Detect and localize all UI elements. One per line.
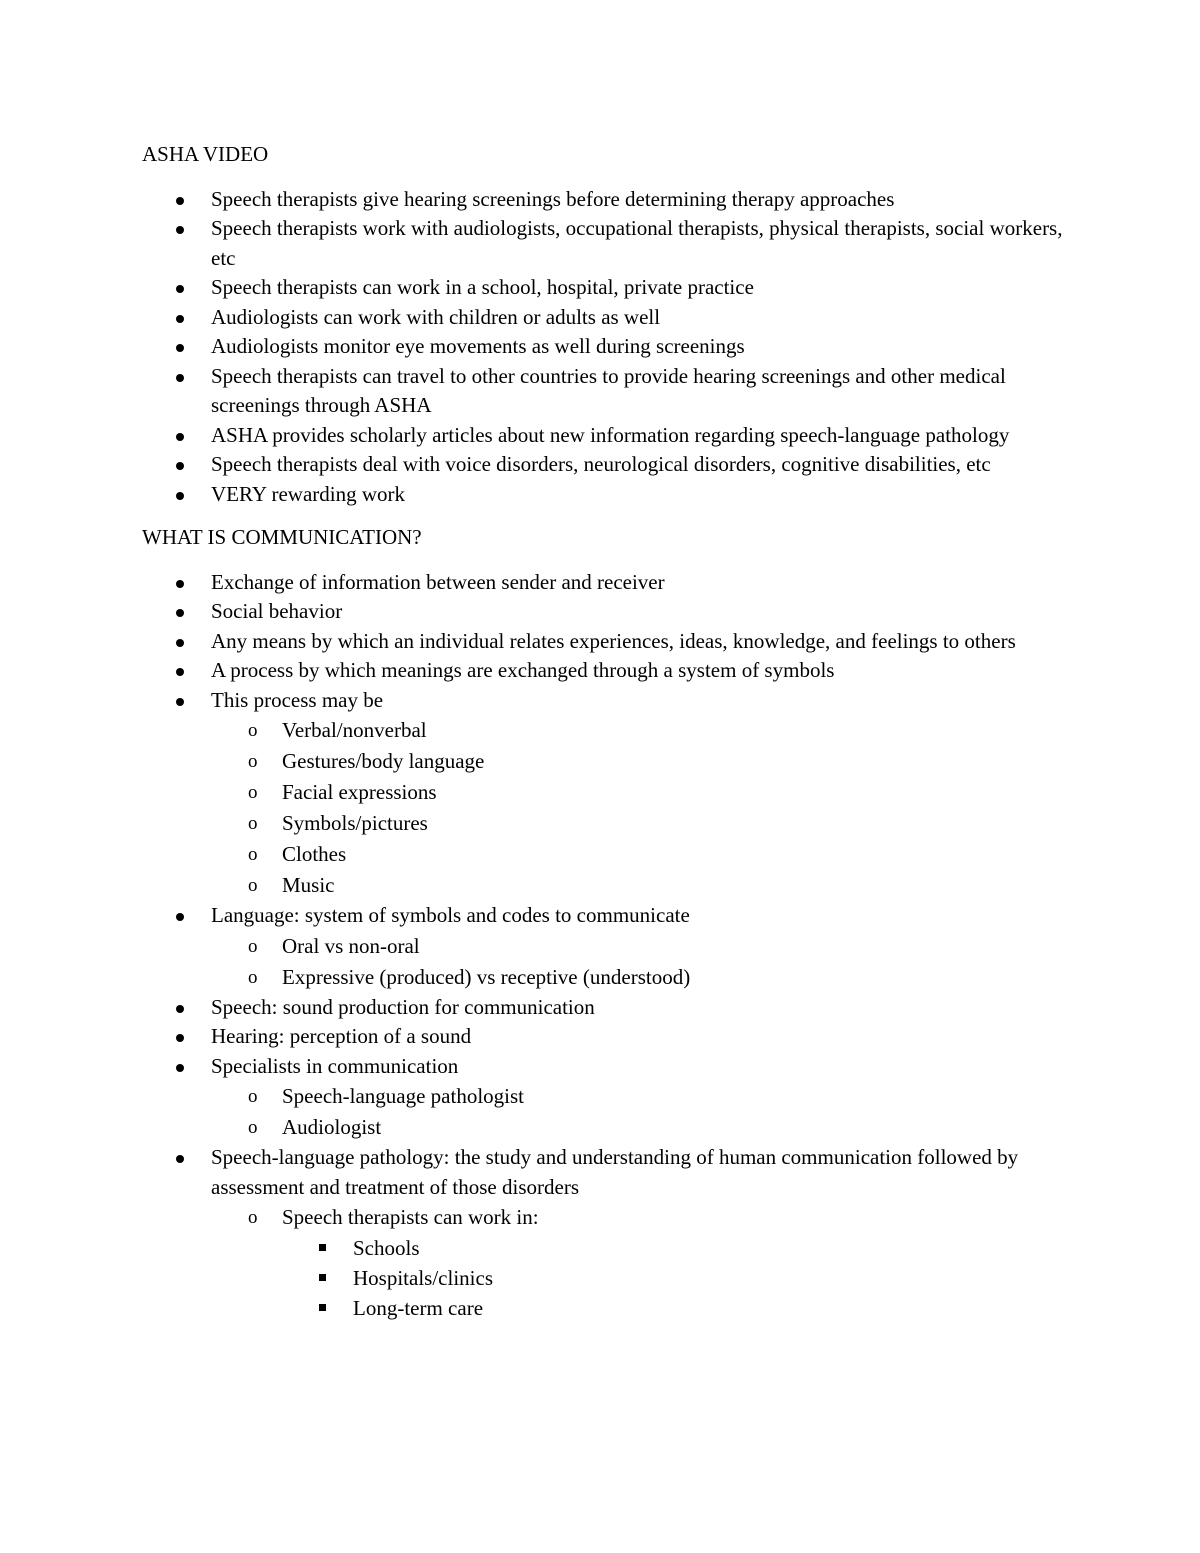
sublist-item: Schools [282,1233,1082,1263]
circle-bullet-icon: o [248,782,258,803]
workplaces-sublist [211,1233,1082,1323]
sublist-item: o Expressive (produced) vs receptive (understood) [211,962,1082,993]
list-item: Audiologists monitor eye movements as well during screenings [142,332,1082,362]
circle-bullet-icon: o [248,1086,258,1107]
circle-bullet-icon: o [248,875,258,896]
specialists-sublist [142,1081,1082,1143]
document-body [142,140,1082,1323]
list-item: ASHA provides scholarly articles about new information regarding speech-language pathology [142,421,1082,451]
circle-bullet-icon: o [248,813,258,834]
bullet-icon [176,1155,184,1163]
list-item: Language: system of symbols and codes to communicate o Oral vs non-oral o Expressive (produced) vs receptive (understood) [142,901,1082,993]
bullet-icon [176,462,184,470]
square-bullet-icon [319,1274,326,1281]
list-item: This process may be o Verbal/nonverbal o Gestures/body language o Facial expressions o Symbols/pictures o Clothes o Music [142,686,1082,902]
sublist-item: o Audiologist [211,1112,1082,1143]
circle-bullet-icon: o [248,935,258,957]
language-sublist [142,931,1082,993]
sublist-item: Hospitals/clinics [282,1263,1082,1293]
process-sublist [142,715,1082,901]
circle-bullet-icon: o [248,751,258,772]
sublist-item: o Gestures/body language [211,746,1082,777]
sublist-item: o Oral vs non-oral [211,931,1082,962]
slp-sublist [142,1202,1082,1323]
bullet-icon [176,226,184,234]
bullet-icon [176,913,184,921]
section-heading-asha-video: ASHA VIDEO [142,142,269,166]
list-item: Social behavior [142,597,1082,627]
square-bullet-icon [319,1244,326,1251]
bullet-icon [176,609,184,617]
list-item: Hearing: perception of a sound [142,1022,1082,1052]
list-item: Speech therapists work with audiologists, occupational therapists, physical therapists, social workers, etc [142,214,1082,273]
bullet-icon [176,374,184,382]
sublist-item: o Verbal/nonverbal [211,715,1082,746]
bullet-icon [176,315,184,323]
list-item: Exchange of information between sender and receiver [142,568,1082,598]
sublist-item: o Speech therapists can work in: Schools Hospitals/clinics Long-term care [211,1202,1082,1323]
list-item: Specialists in communication o Speech-language pathologist o Audiologist [142,1052,1082,1144]
list-item: VERY rewarding work [142,480,1082,510]
bullet-icon [176,639,184,647]
bullet-icon [176,580,184,588]
list-item: Speech: sound production for communication [142,993,1082,1023]
bullet-icon [176,433,184,441]
list-item: Speech-language pathology: the study and understanding of human communication followed by assessment and treatment of those disorders o Speech therapists can work in: Schools Hospitals/clinics Long-term care [142,1143,1082,1323]
sublist-item: o Symbols/pictures [211,808,1082,839]
bullet-icon [176,285,184,293]
communication-list [142,568,1082,1324]
bullet-icon [176,1005,184,1013]
bullet-icon [176,668,184,676]
circle-bullet-icon: o [248,844,258,865]
bullet-icon [176,1064,184,1072]
bullet-icon [176,197,184,205]
list-item: Speech therapists give hearing screenings before determining therapy approaches [142,185,1082,215]
circle-bullet-icon: o [248,1207,258,1228]
circle-bullet-icon: o [248,1117,258,1138]
circle-bullet-icon: o [248,720,258,741]
section-heading-what-is-communication: WHAT IS COMMUNICATION? [142,525,422,549]
list-item: A process by which meanings are exchanged through a system of symbols [142,656,1082,686]
list-item: Speech therapists can work in a school, hospital, private practice [142,273,1082,303]
sublist-item: o Music [211,870,1082,901]
list-item: Audiologists can work with children or adults as well [142,303,1082,333]
bullet-icon [176,492,184,500]
list-item: Speech therapists can travel to other countries to provide hearing screenings and other medical screenings through ASHA [142,362,1082,421]
sublist-item: o Speech-language pathologist [211,1081,1082,1112]
list-item: Speech therapists deal with voice disorders, neurological disorders, cognitive disabilities, etc [142,450,1082,480]
bullet-icon [176,1034,184,1042]
sublist-item: o Clothes [211,839,1082,870]
square-bullet-icon [319,1304,326,1311]
sublist-item: o Facial expressions [211,777,1082,808]
bullet-icon [176,344,184,352]
bullet-icon [176,698,184,706]
circle-bullet-icon: o [248,966,258,988]
list-item: Any means by which an individual relates experiences, ideas, knowledge, and feelings to others [142,627,1082,657]
sublist-item: Long-term care [282,1293,1082,1323]
asha-video-list [142,185,1082,510]
